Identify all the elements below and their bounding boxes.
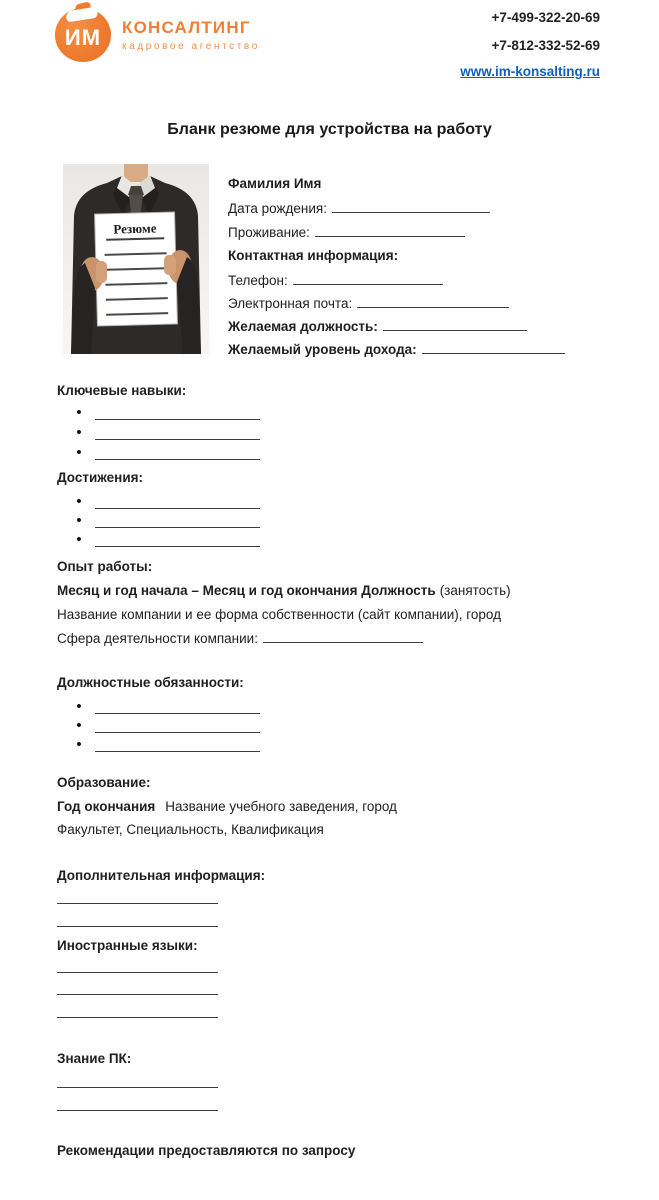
experience-header: Опыт работы: — [57, 559, 153, 574]
bullet-icon — [75, 718, 83, 733]
skill-line — [75, 425, 260, 440]
skill-line — [75, 405, 260, 420]
education-institution-label: Название учебного заведения, город — [165, 799, 397, 814]
duty-line — [75, 699, 260, 714]
bullet-icon — [75, 425, 83, 440]
phone-number-spb: +7-812-332-52-69 — [491, 38, 600, 53]
email-row — [228, 295, 509, 311]
bullet-icon — [75, 532, 83, 547]
fill-line — [57, 1098, 218, 1111]
experience-company-line: Название компании и ее форма собственности (сайт компании), город — [57, 607, 502, 622]
achievement-line — [75, 513, 260, 528]
fill-line — [95, 718, 260, 733]
logo-tagline: кадровое агентство — [122, 41, 260, 52]
birth-date-row — [228, 200, 490, 216]
email-label: Электронная почта: — [228, 296, 353, 311]
fill-line — [57, 1075, 218, 1088]
fill-line — [95, 425, 260, 440]
bullet-icon — [75, 494, 83, 509]
fill-line — [57, 914, 218, 927]
skill-line — [75, 445, 260, 460]
logo-monogram: ИМ — [64, 25, 102, 50]
website-link[interactable]: www.im-konsalting.ru — [460, 64, 600, 79]
bullet-icon — [75, 513, 83, 528]
fill-line — [95, 494, 260, 509]
agency-logo — [55, 8, 260, 62]
fill-line — [95, 532, 260, 547]
full-name-label: Фамилия Имя — [228, 176, 322, 191]
experience-period-line — [57, 583, 511, 598]
residence-row — [228, 224, 465, 240]
skills-header: Ключевые навыки: — [57, 383, 187, 398]
paper-title: Резюме — [113, 220, 157, 237]
education-header: Образование: — [57, 775, 151, 790]
additional-info-header: Дополнительная информация: — [57, 868, 266, 883]
fill-line — [95, 737, 260, 752]
fill-line — [422, 341, 565, 354]
bullet-icon — [75, 445, 83, 460]
desired-income-row — [228, 341, 565, 357]
fill-line — [95, 513, 260, 528]
achievements-header: Достижения: — [57, 470, 143, 485]
desired-position-row — [228, 318, 527, 334]
bullet-icon — [75, 405, 83, 420]
experience-employment-label: (занятость) — [439, 583, 511, 598]
fill-line — [332, 200, 490, 213]
logo-cap-icon — [65, 6, 98, 22]
page-title: Бланк резюме для устройства на работу — [167, 121, 492, 138]
fill-line — [57, 891, 218, 904]
resume-photo — [63, 164, 209, 354]
phone-number-moscow: +7-499-322-20-69 — [491, 10, 600, 25]
duty-line — [75, 718, 260, 733]
fill-line — [95, 445, 260, 460]
achievement-line — [75, 532, 260, 547]
fill-line — [357, 295, 509, 308]
experience-sphere-label: Сфера деятельности компании: — [57, 631, 258, 646]
education-year-label: Год окончания — [57, 799, 156, 814]
phone-row — [228, 272, 443, 288]
fill-line — [57, 960, 218, 973]
experience-sphere-row — [57, 630, 423, 646]
residence-label: Проживание: — [228, 225, 310, 240]
desired-position-label: Желаемая должность: — [228, 319, 378, 334]
education-year-line — [57, 799, 397, 814]
recommendations-note: Рекомендации предоставляются по запросу — [57, 1143, 356, 1158]
logo-text — [122, 18, 260, 52]
fill-line — [95, 699, 260, 714]
duties-header: Должностные обязанности: — [57, 675, 244, 690]
fill-line — [57, 982, 218, 995]
duty-line — [75, 737, 260, 752]
fill-line — [315, 224, 465, 237]
logo-brand-name: КОНСАЛТИНГ — [122, 18, 251, 37]
fill-line — [95, 405, 260, 420]
fill-line — [383, 318, 527, 331]
education-faculty-line: Факультет, Специальность, Квалификация — [57, 822, 324, 837]
fill-line — [57, 1005, 218, 1018]
desired-income-label: Желаемый уровень дохода: — [228, 342, 417, 357]
logo-circle-icon — [55, 8, 111, 62]
languages-header: Иностранные языки: — [57, 938, 198, 953]
fill-line — [263, 630, 423, 643]
bullet-icon — [75, 737, 83, 752]
fill-line — [293, 272, 443, 285]
phone-label: Телефон: — [228, 273, 288, 288]
contact-info-header: Контактная информация: — [228, 248, 399, 263]
birth-date-label: Дата рождения: — [228, 201, 327, 216]
pc-skills-header: Знание ПК: — [57, 1051, 132, 1066]
achievement-line — [75, 494, 260, 509]
bullet-icon — [75, 699, 83, 714]
experience-period-label: Месяц и год начала – Месяц и год окончания Должность — [57, 583, 436, 598]
